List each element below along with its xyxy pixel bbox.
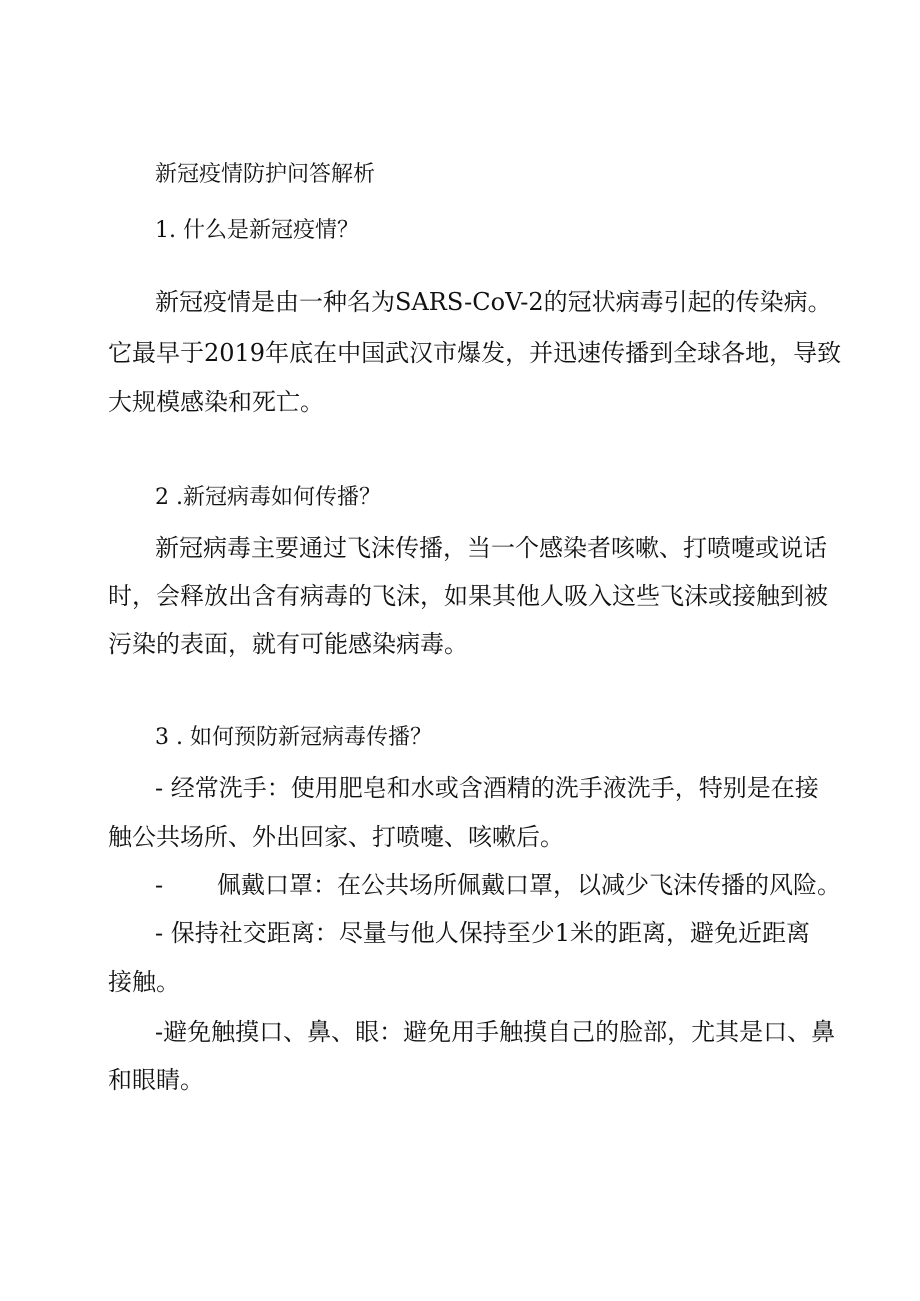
bullet-social-distance-line: 接触。 [108, 968, 180, 996]
answer-2-line: 污染的表面，就有可能感染病毒。 [108, 630, 468, 658]
bullet-mask-line: 佩戴口罩：在公共场所佩戴口罩，以减少飞沫传播的风险。 [217, 871, 841, 899]
bullet-handwashing-line: 触公共场所、外出回家、打喷嚏、咳嗽后。 [108, 823, 564, 851]
question-1-heading: 1. 什么是新冠疫情？ [155, 218, 359, 243]
question-3-heading: 3 . 如何预防新冠病毒传播？ [155, 725, 432, 750]
document-title: 新冠疫情防护问答解析 [155, 162, 376, 187]
bullet-social-distance-line: - 保持社交距离：尽量与他人保持至少1米的距离，避免近距离 [155, 919, 811, 947]
question-2-heading: 2 .新冠病毒如何传播？ [155, 485, 381, 510]
answer-1-line: 新冠疫情是由一种名为SARS-CoV-2的冠状病毒引起的传染病。 [155, 288, 832, 316]
bullet-handwashing-line: - 经常洗手：使用肥皂和水或含酒精的洗手液洗手，特别是在接 [155, 774, 819, 802]
answer-1-line: 它最早于2019年底在中国武汉市爆发，并迅速传播到全球各地，导致 [108, 339, 842, 367]
bullet-avoid-touching-line: -避免触摸口、鼻、眼：避免用手触摸自己的脸部，尤其是口、鼻 [155, 1018, 836, 1046]
bullet-dash: - [155, 871, 164, 899]
bullet-avoid-touching-line: 和眼睛。 [108, 1066, 204, 1094]
answer-1-line: 大规模感染和死亡。 [108, 388, 324, 416]
answer-2-line: 时，会释放出含有病毒的飞沫，如果其他人吸入这些飞沫或接触到被 [108, 582, 828, 610]
answer-2-line: 新冠病毒主要通过飞沫传播，当一个感染者咳嗽、打喷嚏或说话 [155, 534, 827, 562]
